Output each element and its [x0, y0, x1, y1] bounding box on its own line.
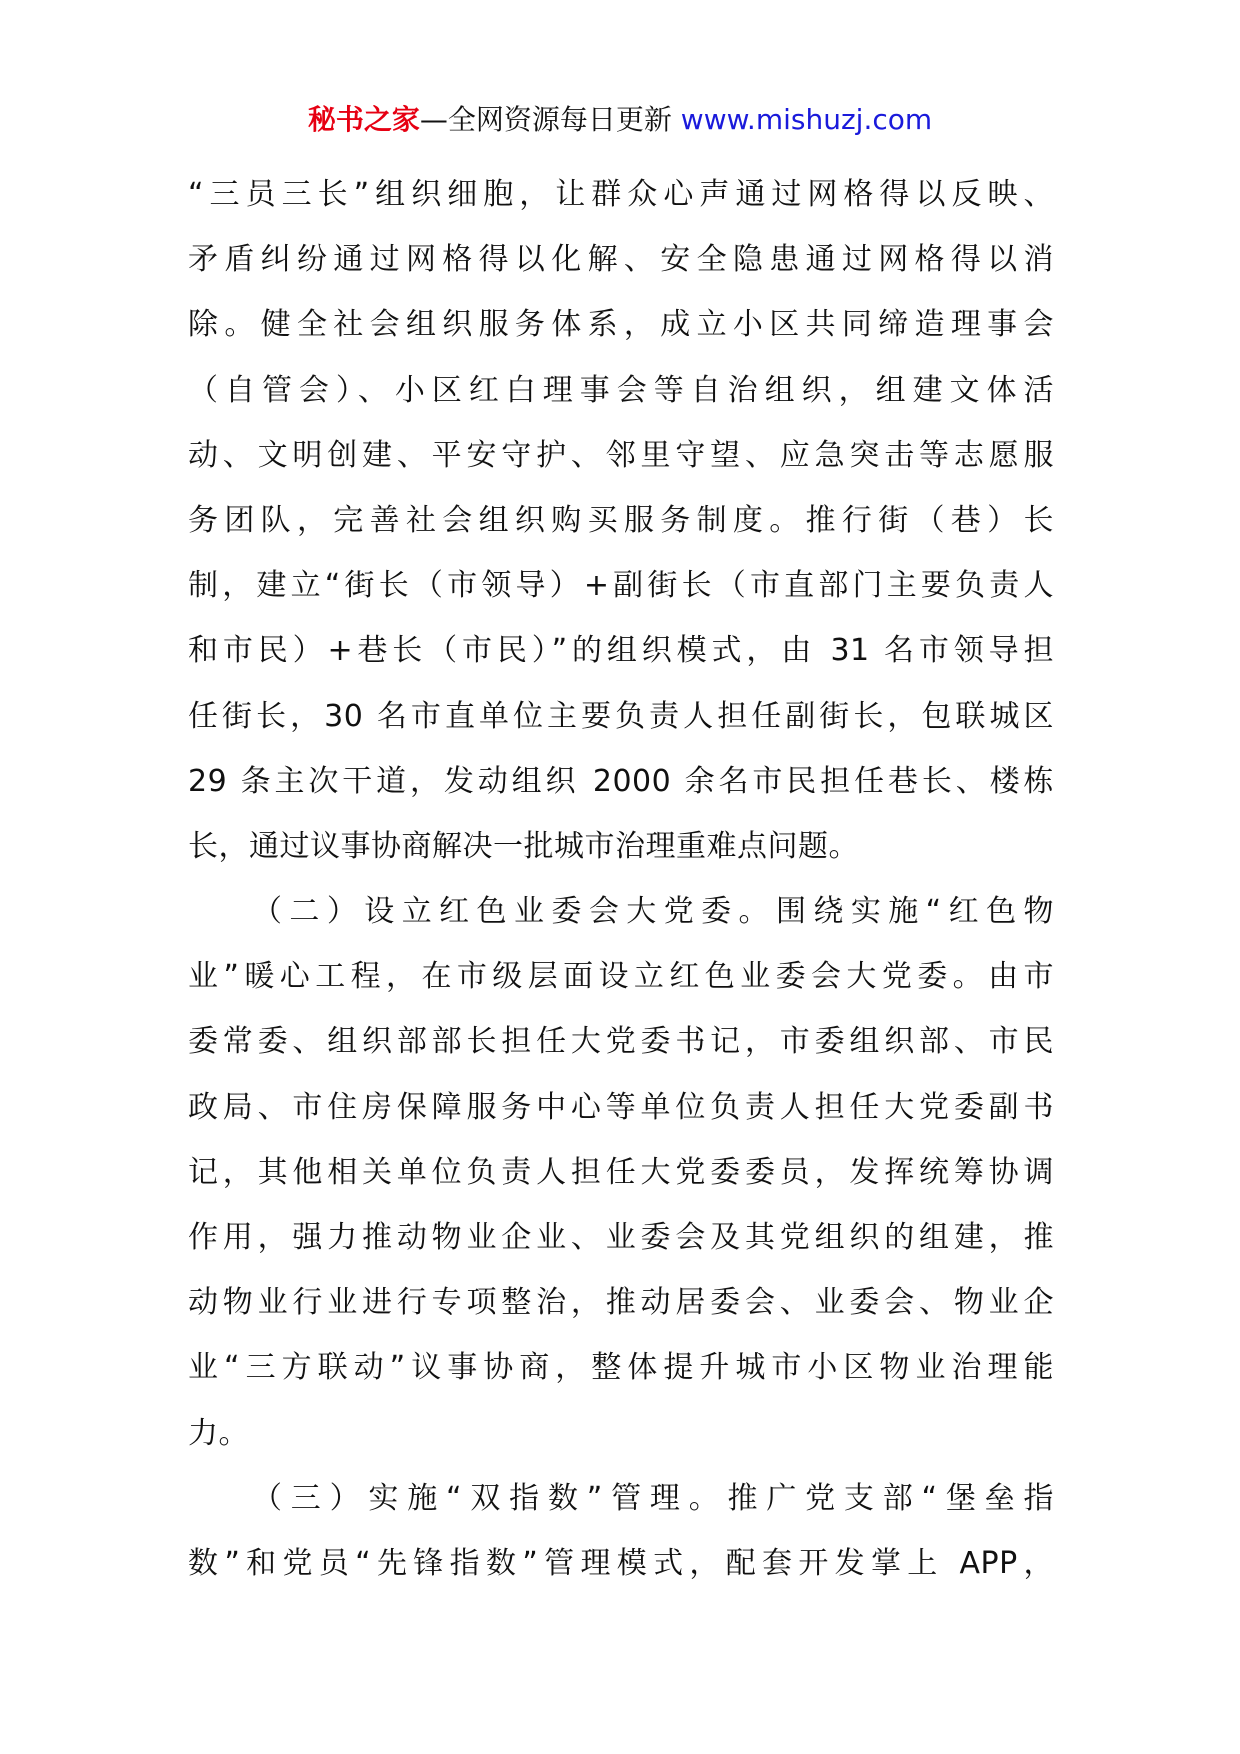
text-line: 力。	[188, 1415, 249, 1451]
site-header	[0, 100, 1240, 140]
text-line: 动、文明创建、平安守护、邻里守望、应急突击等志愿服	[188, 437, 1054, 473]
text-line: 记，其他相关单位负责人担任大党委委员，发挥统筹协调	[188, 1154, 1054, 1190]
section-heading-line: （三）实施“双指数”管理。推广党支部“堡垒指	[252, 1480, 1054, 1516]
site-brand: 秘书之家	[307, 103, 420, 136]
text-line: 数”和党员“先锋指数”管理模式，配套开发掌上 APP，	[188, 1545, 1054, 1581]
text-line: 矛盾纠纷通过网格得以化解、安全隐患通过网格得以消	[188, 242, 1054, 278]
text-line: 除。健全社会组织服务体系，成立小区共同缔造理事会	[188, 307, 1054, 343]
site-url-link[interactable]: www.mishuzj.com	[680, 103, 933, 136]
text-line: （自管会）、小区红白理事会等自治组织，组建文体活	[188, 372, 1054, 408]
text-line: 长，通过议事协商解决一批城市治理重难点问题。	[188, 828, 859, 864]
text-line: 业“三方联动”议事协商，整体提升城市小区物业治理能	[188, 1350, 1054, 1386]
text-line: 制，建立“街长（市领导）+副街长（市直部门主要负责人	[188, 568, 1054, 604]
text-line: 政局、市住房保障服务中心等单位负责人担任大党委副书	[188, 1089, 1054, 1125]
text-line: 29 条主次干道，发动组织 2000 余名市民担任巷长、楼栋	[188, 763, 1054, 799]
text-line: 务团队，完善社会组织购买服务制度。推行街（巷）长	[188, 502, 1054, 538]
section-heading-line: （二）设立红色业委会大党委。围绕实施“红色物	[252, 894, 1054, 930]
text-line: “三员三长”组织细胞，让群众心声通过网格得以反映、	[188, 177, 1054, 212]
text-line: 委常委、组织部部长担任大党委书记，市委组织部、市民	[188, 1024, 1054, 1060]
text-line: 业”暖心工程，在市级层面设立红色业委会大党委。由市	[188, 959, 1054, 995]
text-line: 作用，强力推动物业企业、业委会及其党组织的组建，推	[188, 1220, 1054, 1255]
document-body	[188, 162, 1054, 1596]
text-line: 和市民）+巷长（市民）”的组织模式，由 31 名市领导担	[188, 633, 1054, 669]
site-tagline: —全网资源每日更新	[419, 103, 672, 136]
text-line: 动物业行业进行专项整治，推动居委会、业委会、物业企	[188, 1285, 1054, 1321]
text-line: 任街长，30 名市直单位主要负责人担任副街长，包联城区	[188, 698, 1054, 734]
